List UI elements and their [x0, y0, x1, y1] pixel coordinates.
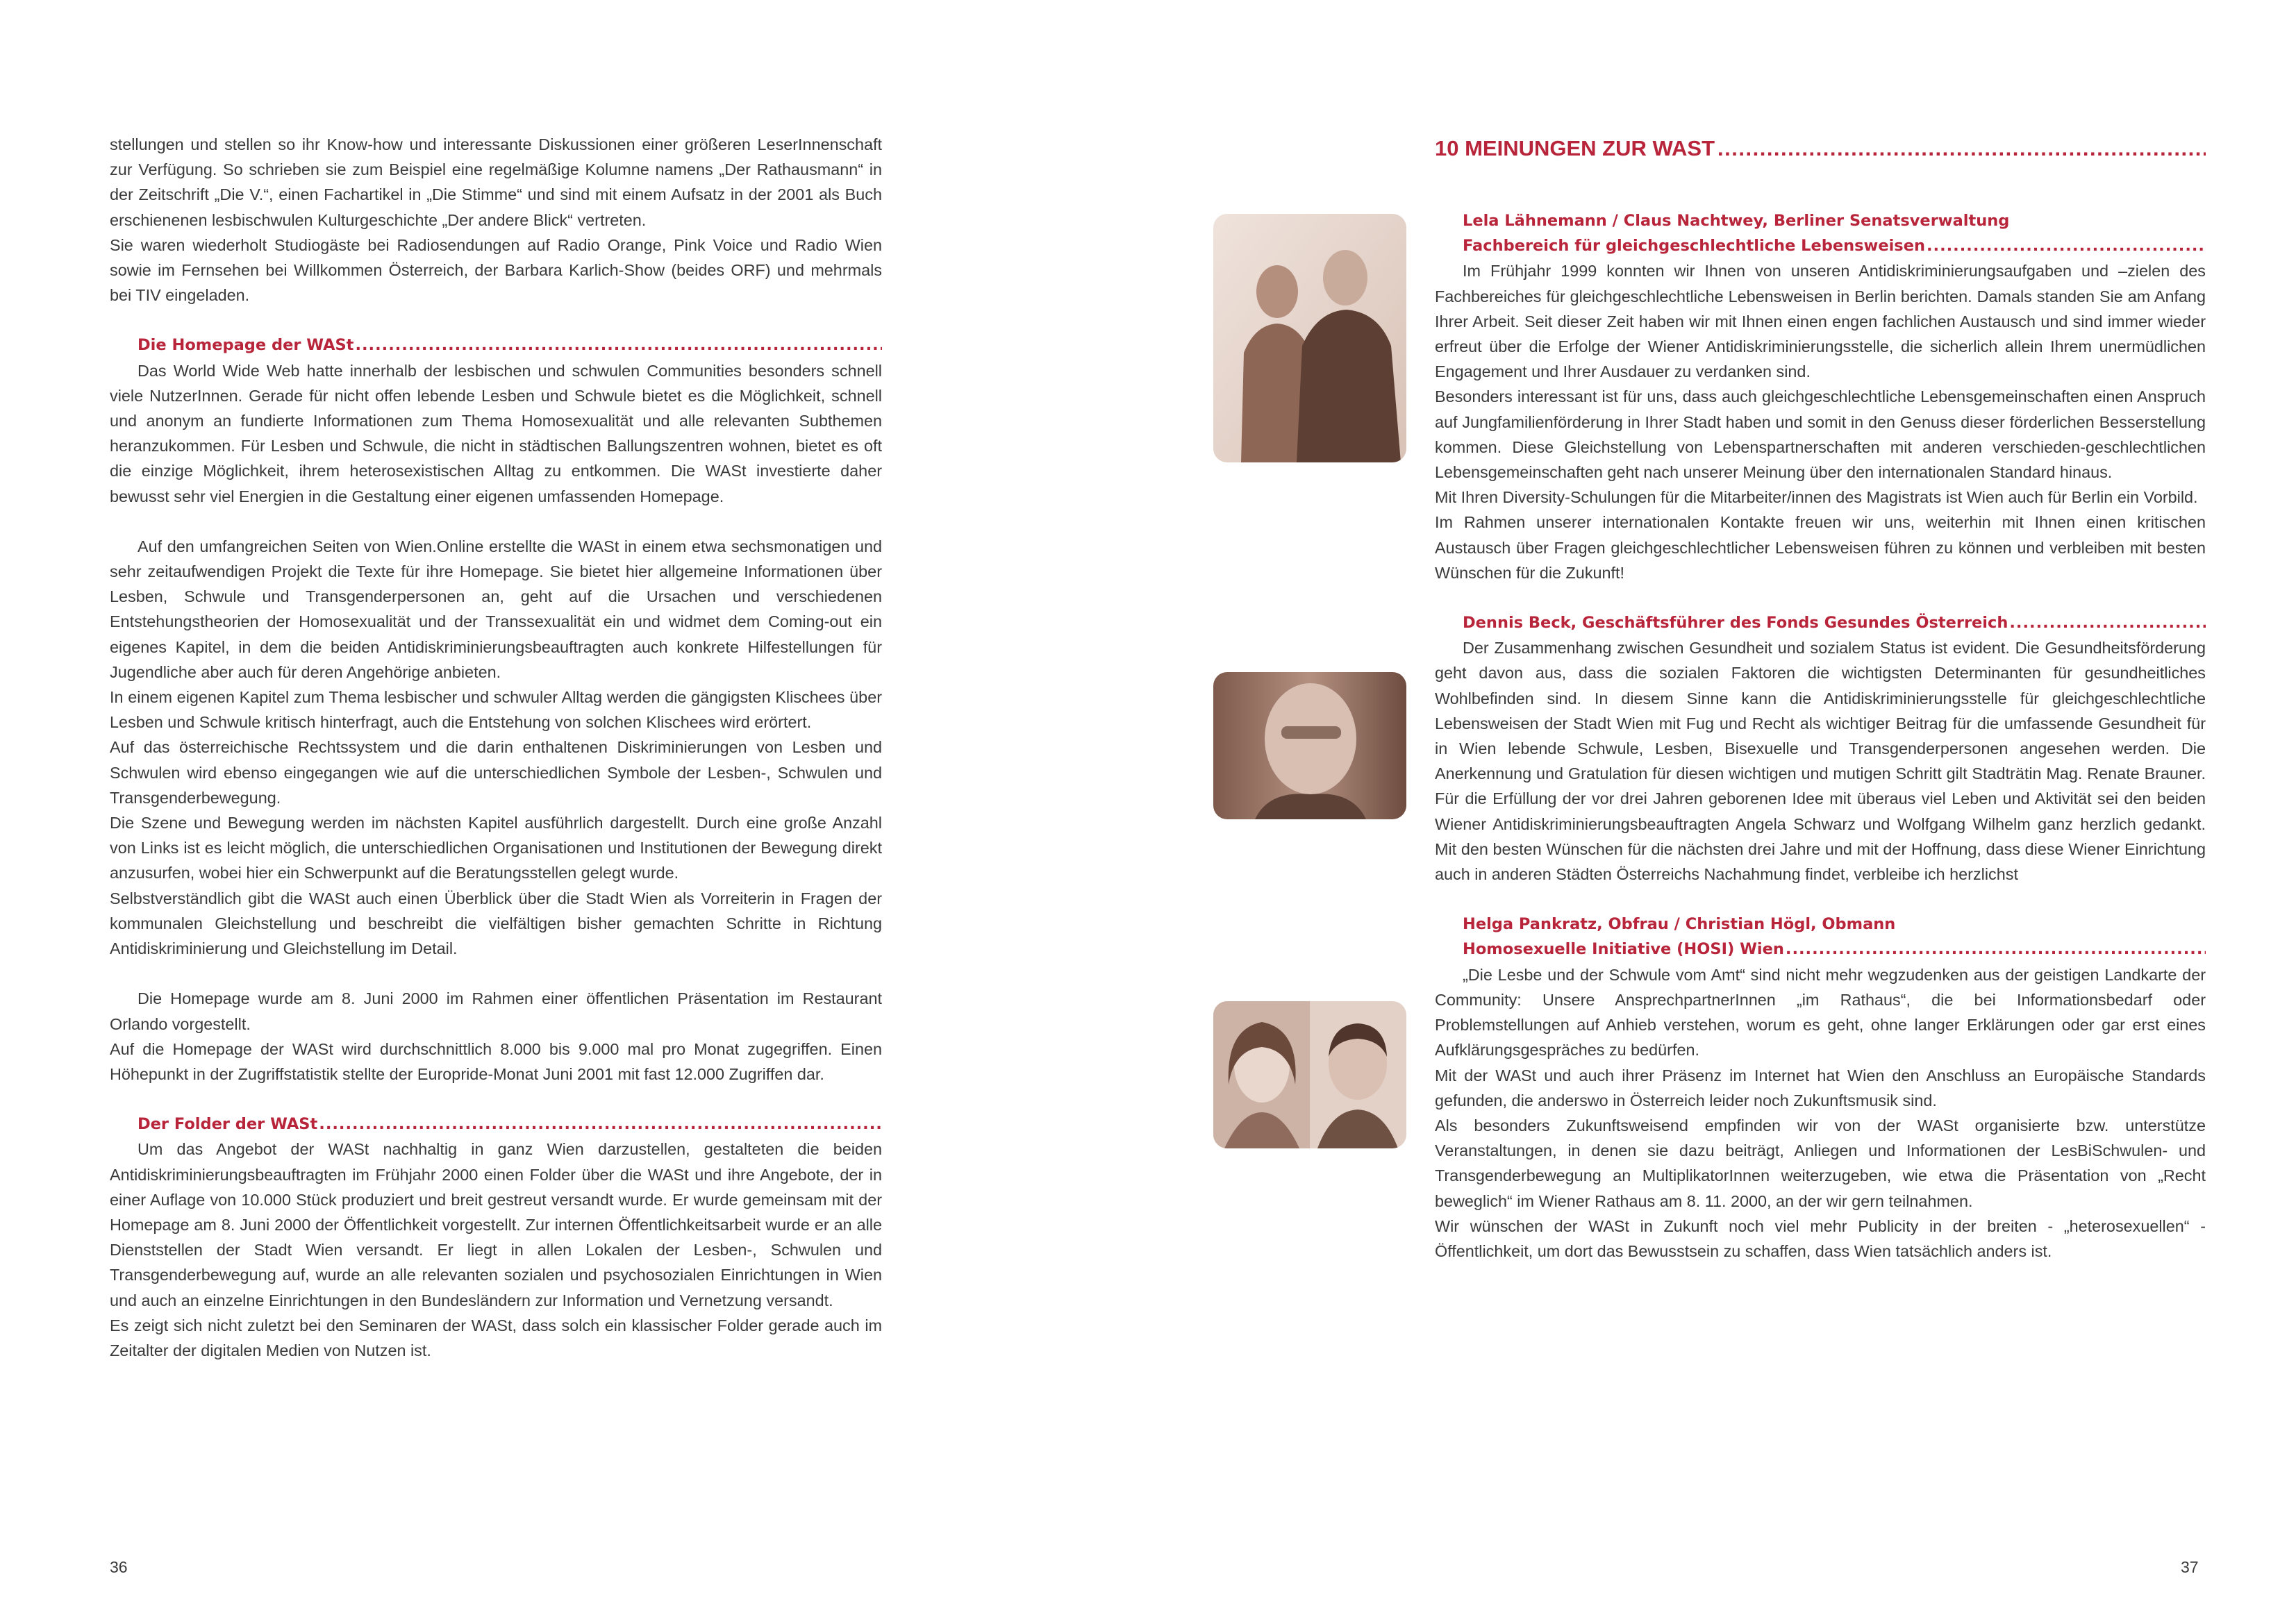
- left-page-column: [110, 132, 882, 1363]
- opinion-3-paragraph-4: Wir wünschen der WASt in Zukunft noch viel mehr Publicity in der breiten - „heterosexuellen“ - Öffentlichkeit, um dort das Bewusstsein zu schaffen, dass Wien tatsächlich anders ist.: [1435, 1216, 2206, 1260]
- opinion-2: [1435, 610, 2206, 887]
- right-page-column: [1435, 208, 2206, 1264]
- homepage-paragraph-8: Auf die Homepage der WASt wird durchschnittlich 8.000 bis 9.000 mal pro Monat zugegriffen. Einen Höhepunkt in der Zugriffstatistik stellte der Europride-Monat Juni 2001 mit fast 12.000 Zugriffen dar.: [110, 1039, 882, 1083]
- homepage-paragraph-7: Die Homepage wurde am 8. Juni 2000 im Rahmen einer öffentlichen Präsentation im Restaurant Orlando vorgestellt.: [110, 989, 882, 1033]
- opinion-3-heading-line-2: Homosexuelle Initiative (HOSI) Wien .....: [1435, 937, 2206, 962]
- homepage-paragraph-5: Die Szene und Bewegung werden im nächsten Kapitel ausführlich dargestellt. Durch eine große Anzahl von Links ist es leicht möglich, die unterschiedlichen Organisationen und Institutionen der Bewegung direkt anzusurfen, wobei hier ein Schwerpunkt auf die Beratungsstellen gelegt wurde.: [110, 814, 882, 882]
- intro-paragraph-2: Sie waren wiederholt Studiogäste bei Radiosendungen auf Radio Orange, Pink Voice und Radio Wien sowie im Fernsehen bei Willkommen Österreich, der Barbara Karlich-Show (beides ORF) und mehrmals bei TIV eingeladen.: [110, 235, 882, 305]
- folder-section: [110, 1112, 882, 1363]
- opinion-1-paragraph-2: Besonders interessant ist für uns, dass auch gleichgeschlechtliche Lebensgemeinschaften einen Anspruch auf Jungfamilienförderung in Ihrer Stadt haben und somit in den Genuss dieser förderlichen Besserstellung kommen. Diese Gleichstellung von Lebenspartnerschaften mit anderen verschieden-geschlechtlichen Lebensgemeinschaften geht nach unserer Meinung über den internationalen Standard hinaus.: [1435, 387, 2206, 482]
- homepage-paragraph-2: Auf den umfangreichen Seiten von Wien.Online erstellte die WASt in einem etwa sechsmonatigen und sehr zeitaufwendigen Projekt die Texte für ihre Homepage. Sie bietet hier allgemeine Informationen über Lesben, Schwule und Transgenderpersonen an, geht auf die Ursachen und verschiedenen Entstehungstheorien der Homosexualität und der Transsexualität ein und widmet dem Coming-out ein eigenes Kapitel, in dem die beiden Antidiskriminierungsbeauftragten auch konkrete Hilfestellungen für Jugendliche aber auch für deren Angehörige anbieten.: [110, 537, 882, 681]
- dot-leader: [1927, 233, 2206, 258]
- dot-leader: [355, 333, 882, 358]
- homepage-paragraph-3: In einem eigenen Kapitel zum Thema lesbischer und schwuler Alltag werden die gängigsten Klischees über Lesben und Schwule kritisch hinterfragt, auch die Entstehung von solchen Klischees wird erörtert.: [110, 688, 882, 732]
- dot-leader: [319, 1112, 882, 1137]
- dot-leader: [2009, 610, 2206, 635]
- folder-paragraph-2: Es zeigt sich nicht zuletzt bei den Seminaren der WASt, dass solch ein klassischer Folder gerade auch im Zeitalter der digitalen Medien von Nutzen ist.: [110, 1316, 882, 1359]
- homepage-section: [110, 333, 882, 1087]
- opinion-3-paragraph-1: „Die Lesbe und der Schwule vom Amt“ sind nicht mehr wegzudenken aus der geistigen Landkarte der Community: Unsere AnsprechpartnerInnen „im Rathaus“, die bei Informationsbedarf oder Problemstellungen auf Anhieb verstehen, worum es geht, ohne langer Erklärungen oder gar erst eines Aufklärungsgespräches zu bedürfen.: [1435, 965, 2206, 1060]
- opinion-3: [1435, 912, 2206, 1264]
- opinion-2-paragraph-1: Der Zusammenhang zwischen Gesundheit und sozialem Status ist evident. Die Gesundheitsförderung geht davon aus, dass die sozialen Faktoren die wichtigsten Determinanten für gesundheitliches Wohlbefinden sind. In diesem Sinne kann die Antidiskriminierungsstelle für gleichgeschlechtliche Lebensweisen der Stadt Wien mit Fug und Recht als wichtiger Beitrag für die umfassende Gesundheit für in Wien lebende Schwule, Lesben, Bisexuelle und Transgenderpersonen angesehen werden. Die Anerkennung und Gratulation für diesen wichtigen und mutigen Schritt gilt Stadträtin Mag. Renate Brauner. Für die Erfüllung der vor drei Jahren geborenen Idee mit überaus viel Leben und Aktivität sei den beiden Wiener Antidiskriminierungsbeauftragten Angela Schwarz und Wolfgang Wilhelm ganz herzlich gedankt. Mit den besten Wünschen für die nächsten drei Jahre und mit der Hoffnung, dass diese Wiener Einrichtung auch in anderen Städten Österreichs Nachahmung findet, verbleibe ich herzlichst: [1435, 639, 2206, 884]
- photo-laehnemann-nachtwey: [1213, 214, 1406, 462]
- page-title: 10 MEINUNGEN ZUR WAST .....: [1435, 132, 2206, 165]
- dot-leader: [1717, 132, 2206, 165]
- photo-pankratz-hoegl: [1213, 1001, 1406, 1148]
- opinion-1: [1435, 208, 2206, 585]
- folder-paragraph-1: Um das Angebot der WASt nachhaltig in ganz Wien darzustellen, gestalteten die beiden Antidiskriminierungsbeauftragten im Frühjahr 2000 einen Folder über die WASt und ihre Angebote, der in einer Auflage von 10.000 Stück produziert und breit gestreut versandt wurde. Er wurde gemeinsam mit der Homepage am 8. Juni 2000 der Öffentlichkeit vorgestellt. Zur internen Öffentlichkeitsarbeit wurde er an alle Dienststellen der Stadt Wien versandt. Er liegt in allen Lokalen der Lesben-, Schwulen und Transgenderbewegung auf, wurde an alle relevanten sozialen und psychosozialen Einrichtungen in Wien und auch an einzelne Einrichtungen in den Bundesländern zur Information und Vernetzung versandt.: [110, 1140, 882, 1309]
- homepage-paragraph-6: Selbstverständlich gibt die WASt auch einen Überblick über die Stadt Wien als Vorreiterin in Fragen der kommunalen Gleichstellung und beschreibt die vielfältigen bisher gemachten Schritte in Richtung Antidiskriminierung und Gleichstellung im Detail.: [110, 889, 882, 958]
- opinion-1-paragraph-3: Mit Ihren Diversity-Schulungen für die Mitarbeiter/innen des Magistrats ist Wien auch für Berlin ein Vorbild.: [1435, 488, 2198, 507]
- folder-heading: Der Folder der WASt .....: [110, 1112, 882, 1137]
- opinion-1-heading-line-2: Fachbereich für gleichgeschlechtliche Lebensweisen .....: [1435, 233, 2206, 258]
- homepage-paragraph-4: Auf das österreichische Rechtssystem und die darin enthaltenen Diskriminierungen von Lesben und Schwulen wird ebenso eingegangen wie auf die unterschiedlichen Symbole der Lesben-, Schwulen und Transgenderbewegung.: [110, 738, 882, 807]
- opinion-3-heading-line-1: Helga Pankratz, Obfrau / Christian Högl, Obmann: [1463, 915, 1896, 934]
- photo-dennis-beck: [1213, 672, 1406, 819]
- opinion-3-paragraph-3: Als besonders Zukunftsweisend empfinden wir von der WASt organisierte bzw. unterstütze Veranstaltungen, in denen sie dazu beiträgt, Anliegen und Informationen der LesBiSchwulen- und Transgenderbewegung an MultiplikatorInnen weiterzugeben, wie etwa die Präsentation von „Recht beweglich“ im Wiener Rathaus am 8. 11. 2000, an der wir gern teilnahmen.: [1435, 1116, 2206, 1210]
- homepage-paragraph-1: Das World Wide Web hatte innerhalb der lesbischen und schwulen Communities besonders schnell viele NutzerInnen. Gerade für nicht offen lebende Lesben und Schwule bietet es die Möglichkeit, schnell und anonym an fundierte Informationen zum Thema Homosexualität und alle relevanten Subthemen heranzukommen. Für Lesben und Schwule, die nicht in städtischen Ballungszentren wohnen, bietet es oft die einzige Möglichkeit, ihrem heterosexistischen Alltag zu entkommen. Die WASt investierte daher bewusst sehr viel Energien in die Gestaltung einer eigenen umfassenden Homepage.: [110, 361, 882, 505]
- intro-paragraph-1: stellungen und stellen so ihr Know-how und interessante Diskussionen einer größeren LeserInnenschaft zur Verfügung. So schrieben sie zum Beispiel eine regelmäßige Kolumne namens „Der Rathausmann“ in der Zeitschrift „Die V.“, einen Fachartikel in „Die Stimme“ und sind mit einem Aufsatz in der 2001 als Buch erschienenen lesbischwulen Kulturgeschichte „Der andere Blick“ vertreten.: [110, 135, 882, 229]
- opinion-3-paragraph-2: Mit der WASt und auch ihrer Präsenz im Internet hat Wien den Anschluss an Europäische Standards gefunden, die anderswo in Österreich leider noch Zukunftsmusik sind.: [1435, 1066, 2206, 1110]
- dot-leader: [1786, 937, 2206, 962]
- homepage-heading: Die Homepage der WASt .....: [110, 333, 882, 358]
- opinion-1-paragraph-4: Im Rahmen unserer internationalen Kontakte freuen wir uns, weiterhin mit Ihnen einen kritischen Austausch über Fragen gleichgeschlechtlicher Lebensweisen führen zu können und verbleiben mit besten Wünschen für die Zukunft!: [1435, 513, 2206, 582]
- opinion-2-heading: Dennis Beck, Geschäftsführer des Fonds Gesundes Österreich .....: [1435, 610, 2206, 635]
- page-number-left: 36: [110, 1558, 128, 1576]
- opinion-1-paragraph-1: Im Frühjahr 1999 konnten wir Ihnen von unseren Antidiskriminierungsaufgaben und –zielen des Fachbereiches für gleichgeschlechtliche Lebensweisen in Berlin berichten. Damals standen Sie am Anfang Ihrer Arbeit. Seit dieser Zeit haben wir mit Ihnen einen engen fachlichen Austausch und sind immer wieder erfreut über die Erfolge der Wiener Antidiskriminierungsstelle, die sicherlich allein Ihrem unermüdlichen Engagement und Ihrer Ausdauer zu verdanken sind.: [1435, 262, 2206, 381]
- page-number-right: 37: [2181, 1558, 2199, 1576]
- opinion-1-heading-line-1: Lela Lähnemann / Claus Nachtwey, Berliner Senatsverwaltung: [1463, 212, 2010, 230]
